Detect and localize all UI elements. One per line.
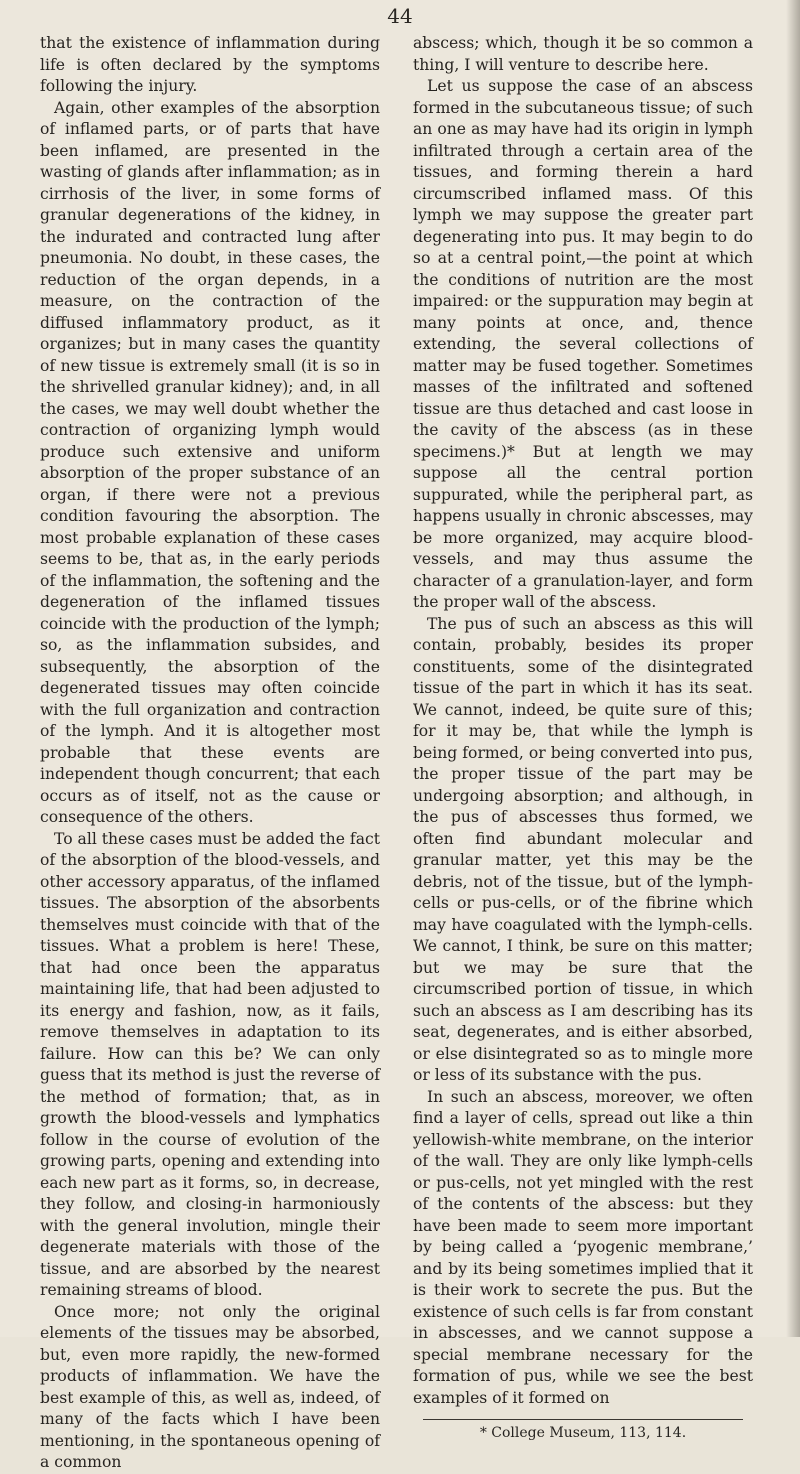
paragraph: To all these cases must be added the fact of the absorption of the blood-vessels, and other accessory apparatus, of the inflamed tissues. The absorption of the absorbents themselves must coincide with that of the tissues. What a problem is here! These, that had once been the apparatus maintaining life, that had been adjusted to its energy and fashion, now, as it fails, remove themselves in adaptation to its failure. How can this be? We can only guess that its method is just the reverse of the method of formation; that, as in growth the blood-vessels and lymphatics follow in the course of evolution of the growing parts, opening and extending into each new part as it forms, so, in decrease, they follow, and closing-in harmoniously with the general involution, mingle their degenerate materials with those of the tissue, and are absorbed by the nearest remaining streams of blood. — [40, 829, 380, 1299]
page-number: 44 — [387, 4, 413, 28]
left-column — [40, 33, 380, 1474]
right-column — [413, 33, 753, 1442]
paragraph: In such an abscess, moreover, we often find a layer of cells, spread out like a thin yellowish-white membrane, on the interior of the wall. They are only like lymph-cells or pus-cells, not yet mingled with the rest of the contents of the abscess: but they have been made to seem more important by being called a ‘pyogenic membrane,’ and by its being sometimes implied that it is their work to secrete the pus. But the existence of such cells is far from constant in abscesses, and we cannot suppose a special membrane necessary for the formation of pus, while we see the best examples of it formed on — [413, 1087, 753, 1407]
paragraph: Again, other examples of the absorption of inflamed parts, or of parts that have been inflamed, are presented in the wasting of glands after inflammation; as in cirrhosis of the liver, in some forms of granular degenerations of the kidney, in the indurated and contracted lung after pneumonia. No doubt, in these cases, the reduction of the organ depends, in a measure, on the contraction of the diffused inflammatory product, as it organizes; but in many cases the quantity of new tissue is extremely small (it is so in the shrivelled granular kidney); and, in all the cases, we may well doubt whether the contraction of organizing lymph would produce such extensive and uniform absorption of the proper substance of an organ, if there were not a previous condition favouring the absorption. The most probable explanation of these cases seems to be, that as, in the early periods of the inflammation, the softening and the degeneration of the inflamed tissues coincide with the production of the lymph; so, as the inflammation subsides, and subsequently, the absorption of the degenerated tissues may often coincide with the full organization and contraction of the lymph. And it is altogether most probable that these events are independent though concurrent; that each occurs as of itself, not as the cause or consequence of the others. — [40, 98, 380, 826]
paragraph: abscess; which, though it be so common a thing, I will venture to describe here. — [413, 34, 753, 74]
footnote-divider — [423, 1419, 743, 1420]
footnote: * College Museum, 113, 114. — [479, 1425, 687, 1441]
paragraph: that the existence of inflammation during life is often declared by the symptoms following the injury. — [40, 34, 380, 95]
paragraph: Once more; not only the original elements of the tissues may be absorbed, but, even more rapidly, the new-formed products of inflammation. We have the best example of this, as well as, indeed, of many of the facts which I have been mentioning, in the spontaneous opening of a common — [40, 1302, 380, 1471]
paragraph: Let us suppose the case of an abscess formed in the subcutaneous tissue; of such an one as may have had its origin in lymph infiltrated through a certain area of the tissues, and forming therein a hard circumscribed inflamed mass. Of this lymph we may suppose the greater part degenerating into pus. It may begin to do so at a central point,—the point at which the conditions of nutrition are the most impaired: or the suppuration may begin at many points at once, and, thence extending, the several collections of matter may be fused together. Sometimes masses of the infiltrated and softened tissue are thus detached and cast loose in the cavity of the abscess (as in these specimens.)* But at length we may suppose all the central portion suppurated, while the peripheral part, as happens usually in chronic abscesses, may be more organized, may acquire blood-vessels, and may thus assume the character of a granulation-layer, and form the proper wall of the abscess. — [413, 77, 753, 611]
paragraph: The pus of such an abscess as this will contain, probably, besides its proper constituents, some of the disintegrated tissue of the part in which it has its seat. We cannot, indeed, be quite sure of this; for it may be, that while the lymph is being formed, or being converted into pus, the proper tissue of the part may be undergoing absorption; and although, in the pus of abscesses thus formed, we often find abundant molecular and granular matter, yet this may be the debris, not of the tissue, but of the lymph-cells or pus-cells, or of the fibrine which may have coagulated with the lymph-cells. We cannot, I think, be sure on this matter; but we may be sure that the circumscribed portion of tissue, in which such an abscess as I am describing has its seat, degenerates, and is either absorbed, or else disintegrated so as to mingle more or less of its substance with the pus. — [413, 614, 753, 1084]
page-edge-shadow — [786, 0, 800, 1337]
